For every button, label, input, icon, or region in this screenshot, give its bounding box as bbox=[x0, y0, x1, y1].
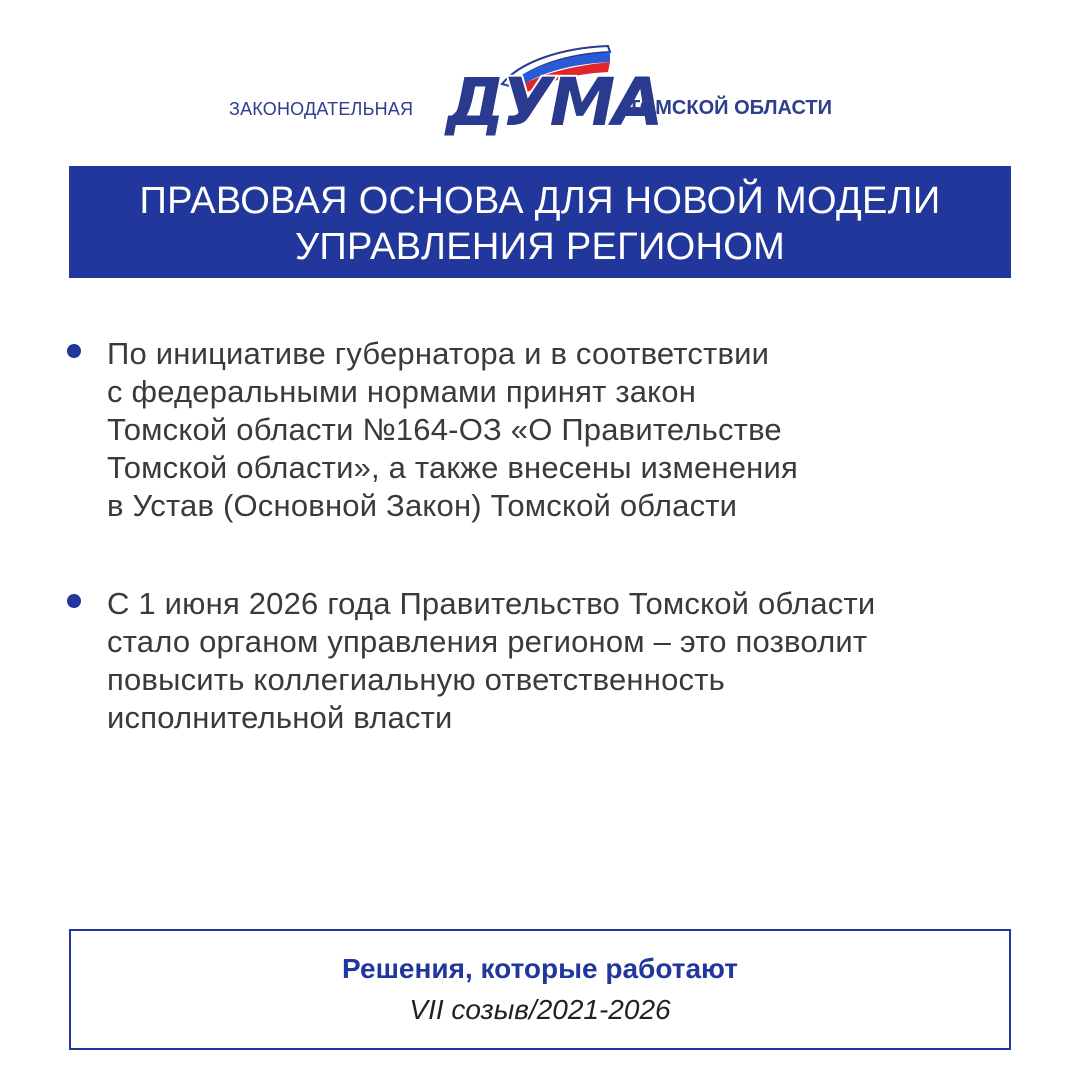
duma-logo bbox=[440, 40, 661, 141]
bullet-line: повысить коллегиальную ответственность bbox=[107, 662, 725, 697]
footer-subtitle: VII созыв/2021-2026 bbox=[409, 994, 671, 1025]
bullet-line: Томской области», а также внесены изменения bbox=[107, 450, 799, 485]
brand-left-text: ЗАКОНОДАТЕЛЬНАЯ bbox=[229, 99, 414, 119]
logo-word: ДУМА bbox=[446, 64, 661, 141]
title-line-2: УПРАВЛЕНИЯ РЕГИОНОМ bbox=[294, 226, 786, 268]
bullet-line: стало органом управления регионом – это позволит bbox=[107, 624, 868, 659]
header bbox=[0, 40, 1080, 150]
bullet-line: с федеральными нормами принят закон bbox=[107, 374, 697, 409]
title-banner bbox=[69, 166, 1011, 278]
bullet-line: исполнительной власти bbox=[107, 700, 453, 735]
bullet-line: в Устав (Основной Закон) Томской области bbox=[107, 488, 738, 523]
footer-title: Решения, которые работают bbox=[342, 953, 738, 984]
bullet-line: По инициативе губернатора и в соответствии bbox=[107, 336, 770, 371]
bullet-dot-icon bbox=[67, 594, 81, 608]
bullet-text bbox=[107, 335, 1027, 525]
bullet-line: Томской области №164-ОЗ «О Правительстве bbox=[107, 412, 782, 447]
bullet-text bbox=[107, 585, 1027, 737]
bullet-line: С 1 июня 2026 года Правительство Томской области bbox=[107, 586, 876, 621]
bullet-dot-icon bbox=[67, 344, 81, 358]
brand-right-text: ТОМСКОЙ ОБЛАСТИ bbox=[628, 97, 833, 119]
title-line-1: ПРАВОВАЯ ОСНОВА ДЛЯ НОВОЙ МОДЕЛИ bbox=[139, 180, 941, 222]
footer-box bbox=[69, 929, 1011, 1050]
